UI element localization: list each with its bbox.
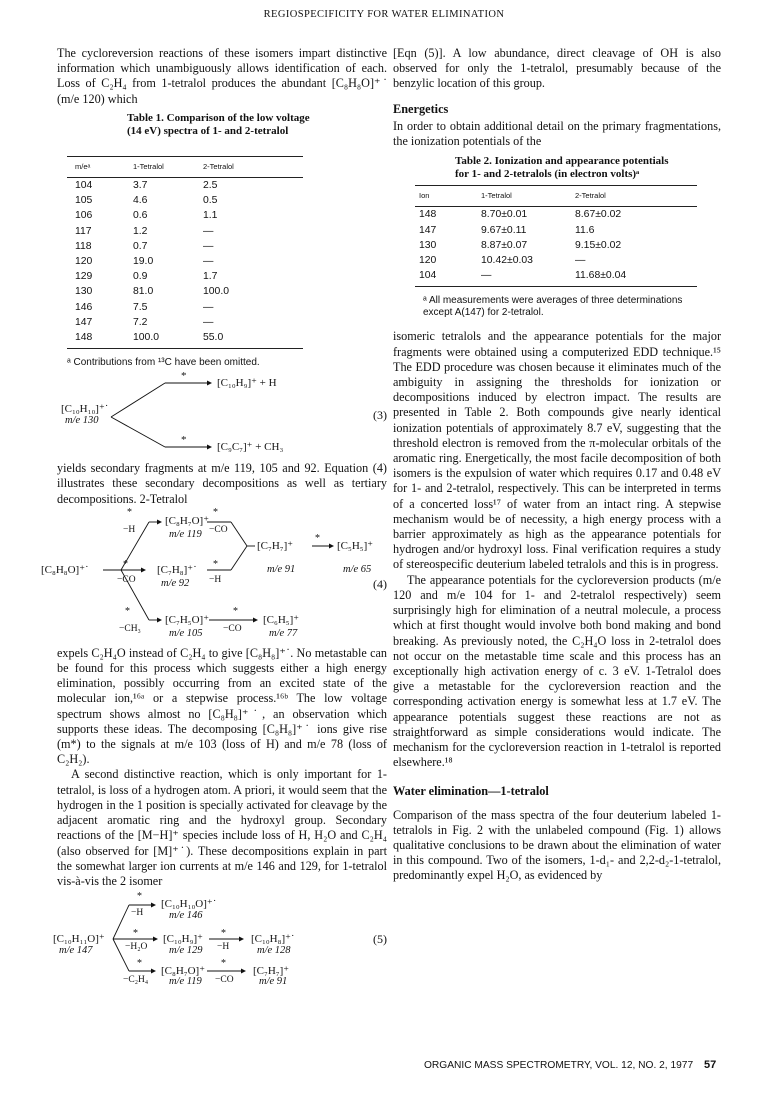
- scheme-4-loss: −H: [209, 574, 222, 585]
- table-row: [67, 239, 303, 254]
- table-cell: 2.5: [203, 180, 218, 192]
- journal-citation: ORGANIC MASS SPECTROMETRY, VOL. 12, NO. 2, 1977: [424, 1060, 694, 1071]
- table-cell: 148: [67, 330, 133, 349]
- table-cell: 9.15±0.02: [575, 239, 622, 251]
- left-paragraph-4: A second distinctive reaction, which is only important for 1-tetralol, is loss of a hydrogen atom. A priori, it would seem that the hydrogen in the 1 position is specially activated for cleavage by the adjacent aromatic ring and the hydroxyl group. Secondary reactions of the [M−H]⁺ species include loss of H, H₂O and C₂H₄ (also observed for [M]⁺˙). These decompositions explain in part the somewhat larger ion currents at m/e 146 and 129, for 1-tetralol vis-à-vis the 2 isomer: [57, 767, 387, 888]
- equation-number-3: (3): [373, 408, 387, 423]
- table-row: [67, 193, 303, 208]
- scheme-5-reactant: [C₁₀H₁₁O]⁺: [53, 933, 105, 946]
- table-cell: 11.6: [575, 224, 595, 236]
- table-cell: 106: [75, 210, 93, 222]
- metastable-star: *: [181, 434, 187, 447]
- scheme-5-loss: −H₂O: [125, 942, 148, 953]
- right-paragraph-2: In order to obtain additional detail on the primary fragmentations, the ionization potentials of the: [393, 118, 721, 149]
- table1-caption: [127, 112, 327, 138]
- table-cell: 120: [75, 256, 93, 268]
- table-cell: —: [575, 255, 586, 267]
- table-cell: 118: [75, 240, 92, 252]
- scheme-5-bot-mz: m/e 119: [169, 976, 202, 988]
- table-cell: —: [481, 268, 575, 287]
- scheme-4-c5h5-mz: m/e 65: [343, 563, 372, 575]
- scheme-4-top-mz: m/e 119: [169, 528, 202, 540]
- table-row: [67, 330, 303, 349]
- table-cell: 0.5: [203, 195, 218, 207]
- scheme-5-reactant-mz: m/e 147: [59, 945, 93, 957]
- table-cell: 0.9: [133, 271, 148, 283]
- table-row: [67, 254, 303, 269]
- metastable-star: *: [127, 506, 132, 518]
- table2-caption-label: Table 2.: [455, 155, 492, 168]
- scheme-5-loss: −H: [131, 908, 144, 919]
- table2: [415, 185, 697, 287]
- right-paragraph-4: The appearance potentials for the cycloreversion products (m/e 120 and m/e 104 for 1- and 2-tetralol respectively) seem surprisingly high for elimination of a neutral molecule, a process which at first thought would involve both bond making and bond breaking. As previously noted, the C₂H₄O loss in 2-tetralol does not occur on the metastable time scale and this process has an exceptionally high activation energy of c. 3 eV. 1-Tetralol does give a metastable for the cycloreversion reaction and the corresponding activation energy is somewhat less at 1.7 eV. The appearance potentials suggest these reactions are not as straightforward as simple considerations would indicate. The mechanism for the cycloreversion reaction in 1-tetralol is reported elsewhere.¹⁸: [393, 572, 721, 770]
- table-cell: 8.67±0.02: [575, 209, 622, 221]
- scheme-4-c6h5-mz: m/e 77: [269, 627, 298, 639]
- table-cell: 7.5: [133, 301, 148, 313]
- table-cell: 147: [419, 224, 437, 236]
- left-paragraph-3: expels C₂H₄O instead of C₂H₄ to give [C₈H₈]⁺˙. No metastable can be found for this process which suggests either a high energy elimination, possibly occurring from an excited state of the molecular ion,¹⁶ᵃ or a stepwise process.¹⁶ᵇ The low voltage spectrum shows almost no [C₈H₈]⁺˙, an observation which supports these ideas. The decomposing [C₈H₈]⁺˙ ions give rise (m*) to the signals at m/e 103 (loss of H) and m/e 78 (loss of C₂H₂).: [57, 645, 387, 767]
- table-cell: 100.0: [133, 330, 203, 349]
- scheme-5: [53, 891, 387, 988]
- metastable-star: *: [137, 891, 142, 903]
- scheme-5-loss: −H: [217, 942, 230, 953]
- metastable-star: *: [123, 558, 128, 570]
- table2-header: Ion: [415, 186, 481, 207]
- table1: [67, 156, 303, 349]
- table2-header: 2-Tetralol: [575, 186, 697, 207]
- scheme-4-loss: −CH₃: [119, 623, 141, 634]
- table-row: [415, 253, 697, 268]
- scheme-4-bot-ion: [C₇H₅O]⁺: [165, 613, 210, 626]
- scheme-4-c7h7-mz: m/e 91: [267, 563, 296, 575]
- table-cell: 0.6: [133, 210, 148, 222]
- right-paragraph-1: [Eqn (5)]. A low abundance, direct cleavage of OH is also observed for only the 1-tetralol, presumably because of the benzylic location of this group.: [393, 46, 721, 91]
- scheme-4-bot-mz: m/e 105: [169, 627, 203, 639]
- table-cell: 9.67±0.11: [481, 224, 527, 236]
- scheme-4-loss: −CO: [223, 623, 242, 634]
- scheme-5-bot2-mz: m/e 91: [259, 976, 288, 988]
- scheme-5-loss: −CO: [215, 975, 234, 986]
- table1-caption-text: Comparison of the low voltage (14 eV) spectra of 1- and 2-tetralol: [127, 111, 310, 137]
- table-cell: —: [203, 225, 214, 237]
- scheme-5-top-mz: m/e 146: [169, 910, 203, 922]
- table-cell: 104: [75, 180, 93, 192]
- scheme-3-reactant-mz: m/e 130: [65, 415, 99, 427]
- scheme-4-mid-ion: [C₇H₈]⁺˙: [157, 563, 197, 576]
- equation-number-5: (5): [373, 932, 387, 947]
- running-header: REGIOSPECIFICITY FOR WATER ELIMINATION: [263, 9, 505, 20]
- table-row: [415, 238, 697, 253]
- table-cell: 117: [75, 225, 92, 237]
- table-cell: 130: [419, 239, 437, 251]
- table2-caption: [455, 155, 675, 181]
- table-row: [67, 269, 303, 284]
- table-row: [415, 268, 697, 287]
- scheme-5-mid2-ion: [C₁₀H₈]⁺˙: [251, 933, 295, 946]
- scheme-5-bot-ion: [C₈H₇O]⁺: [161, 965, 206, 978]
- scheme-4: [41, 506, 387, 642]
- table1-header: m/eᵃ: [67, 156, 133, 177]
- metastable-star: *: [213, 558, 218, 570]
- left-paragraph-1: The cycloreversion reactions of these isomers impart distinctive information which unambiguously allows identification of each. Loss of C₂H₄ from 1-tetralol produces the abundant [C₈H₈O]⁺˙ (m/e 120) which: [57, 46, 387, 106]
- table-row: [67, 284, 303, 299]
- scheme-3-product-down: [C₉C₇]⁺ + CH₃: [217, 441, 284, 454]
- scheme-5-loss: −C₂H₄: [123, 975, 149, 986]
- right-paragraph-5: Comparison of the mass spectra of the four deuterium labeled 1-tetralols in Fig. 2 with the unlabeled compound (Fig. 1) allows qualitative conclusions to be drawn about the elimination of water in this compound. Two of the isomers, 1-d₁- and 2,2-d₂-1-tetralol, predominantly expel H₂O, as evidenced by: [393, 807, 721, 883]
- table-cell: 3.7: [133, 180, 148, 192]
- table-cell: 8.70±0.01: [481, 209, 528, 221]
- scheme-4-top-ion: [C₈H₇O]⁺: [165, 514, 210, 527]
- table-cell: 147: [75, 316, 93, 328]
- table-cell: 7.2: [133, 316, 148, 328]
- scheme-3: [57, 371, 387, 455]
- table2-header: 1-Tetralol: [481, 186, 575, 207]
- metastable-star: *: [181, 370, 187, 383]
- scheme-4-c7h7: [C₇H₇]⁺: [257, 539, 294, 552]
- table-row: [67, 224, 303, 239]
- table-row: [67, 178, 303, 194]
- scheme-4-c5h5: [C₅H₅]⁺: [337, 539, 374, 552]
- table-cell: 100.0: [203, 286, 230, 298]
- scheme-5-mid-mz: m/e 129: [169, 945, 203, 957]
- left-column: [41, 46, 387, 988]
- metastable-star: *: [221, 958, 226, 970]
- table-cell: 0.7: [133, 240, 148, 252]
- scheme-5-mid-ion: [C₁₀H₉]⁺: [163, 933, 203, 946]
- table-row: [415, 207, 697, 223]
- scheme-4-mid-mz: m/e 92: [161, 577, 190, 589]
- table-cell: 8.87±0.07: [481, 239, 528, 251]
- page-number: 57: [703, 1059, 717, 1071]
- scheme-5-bot2-ion: [C₇H₇]⁺: [253, 965, 290, 978]
- right-paragraph-3: isomeric tetralols and the appearance potentials for the major fragments were obtained using a computerized EDD technique.¹⁵ The EDD procedure was chosen because it eliminates much of the ambiguity in assigning the thresholds for ionization or decompositions induced by electron impact. The results are presented in Table 2. Both compounds give nearly identical ionization potentials of approximately 8.7 eV, suggesting that the threshold electron is removed from the π-molecular orbitals of the aromatic ring. Energetically, the most facile decomposition of both isomers is the expulsion of water which requires 0.17 and 0.48 eV for 1- and 2-tetralol, respectively. This can be interpreted in terms of a concerted loss¹⁷ of water from an intact ring. A stepwise mechanism would be of necessity, a high energy process with a barrier approximately as high as the appearance potentials for hydrogen and/or hydroxyl loss. Final verification requires a study of stereospecific deuterium labeled tetralols and this is in progress.: [393, 329, 721, 572]
- table-cell: —: [203, 256, 214, 268]
- table-row: [67, 208, 303, 223]
- table-cell: —: [203, 301, 214, 313]
- scheme-4-loss: −CO: [117, 574, 136, 585]
- scheme-4-reactant: [C₈H₈O]⁺˙: [41, 563, 89, 576]
- scheme-3-reactant: [C₁₀H₁₀]⁺˙: [61, 403, 109, 416]
- table-cell: 130: [75, 286, 93, 298]
- table-cell: 1.1: [203, 210, 218, 222]
- scheme-5-top-ion: [C₁₀H₁₀O]⁺˙: [161, 898, 217, 911]
- equation-number-4: (4): [373, 576, 387, 591]
- table-cell: 148: [419, 209, 437, 221]
- table-cell: 1.2: [133, 225, 148, 237]
- table-cell: 11.68±0.04: [575, 268, 697, 287]
- table-cell: —: [203, 316, 214, 328]
- table1-caption-label: Table 1.: [127, 111, 164, 124]
- table-cell: 10.42±0.03: [481, 255, 533, 267]
- metastable-star: *: [315, 532, 320, 544]
- scheme-5-mid2-mz: m/e 128: [257, 945, 291, 957]
- table1-footnote: ᵃ Contributions from ¹³C have been omitted.: [67, 357, 260, 369]
- table2-footnote: ᵃ All measurements were averages of three determinations except A(147) for 2-tetralol.: [423, 295, 683, 319]
- table-cell: 81.0: [133, 286, 154, 298]
- right-column: [393, 46, 721, 884]
- scheme-3-product-up: [C₁₀H₉]⁺ + H: [217, 377, 277, 390]
- scheme-4-loss: −H: [123, 524, 136, 535]
- table-cell: 4.6: [133, 195, 148, 207]
- table-cell: 19.0: [133, 256, 154, 268]
- metastable-star: *: [133, 928, 138, 940]
- table-row: [67, 315, 303, 330]
- table-cell: 104: [415, 268, 481, 287]
- table2-caption-text: Ionization and appearance potentials for 1- and 2-tetralols (in electron volts)ᵃ: [455, 155, 669, 181]
- metastable-star: *: [125, 605, 130, 617]
- table1-header: 1-Tetralol: [133, 156, 203, 177]
- table-cell: 55.0: [203, 330, 303, 349]
- section-heading-water-elimination: Water elimination—1-tetralol: [393, 784, 549, 799]
- table1-header: 2-Tetralol: [203, 156, 303, 177]
- table-row: [415, 223, 697, 238]
- page-footer: [424, 1059, 716, 1071]
- table-cell: 146: [75, 301, 93, 313]
- metastable-star: *: [137, 958, 142, 970]
- section-heading-energetics: Energetics: [393, 101, 449, 116]
- left-paragraph-2: yields secondary fragments at m/e 119, 105 and 92. Equation (4) illustrates these secondary decompositions as well as tertiary decompositions. 2-Tetralol: [57, 461, 387, 506]
- table-cell: 129: [75, 271, 93, 283]
- table-cell: 1.7: [203, 271, 218, 283]
- scheme-4-loss: −CO: [209, 524, 228, 535]
- scheme-4-c6h5: [C₆H₅]⁺: [263, 613, 300, 626]
- metastable-star: *: [233, 605, 238, 617]
- table-cell: 120: [419, 255, 437, 267]
- metastable-star: *: [213, 506, 218, 518]
- table-cell: —: [203, 240, 214, 252]
- table-row: [67, 300, 303, 315]
- table-cell: 105: [75, 195, 93, 207]
- metastable-star: *: [221, 928, 226, 940]
